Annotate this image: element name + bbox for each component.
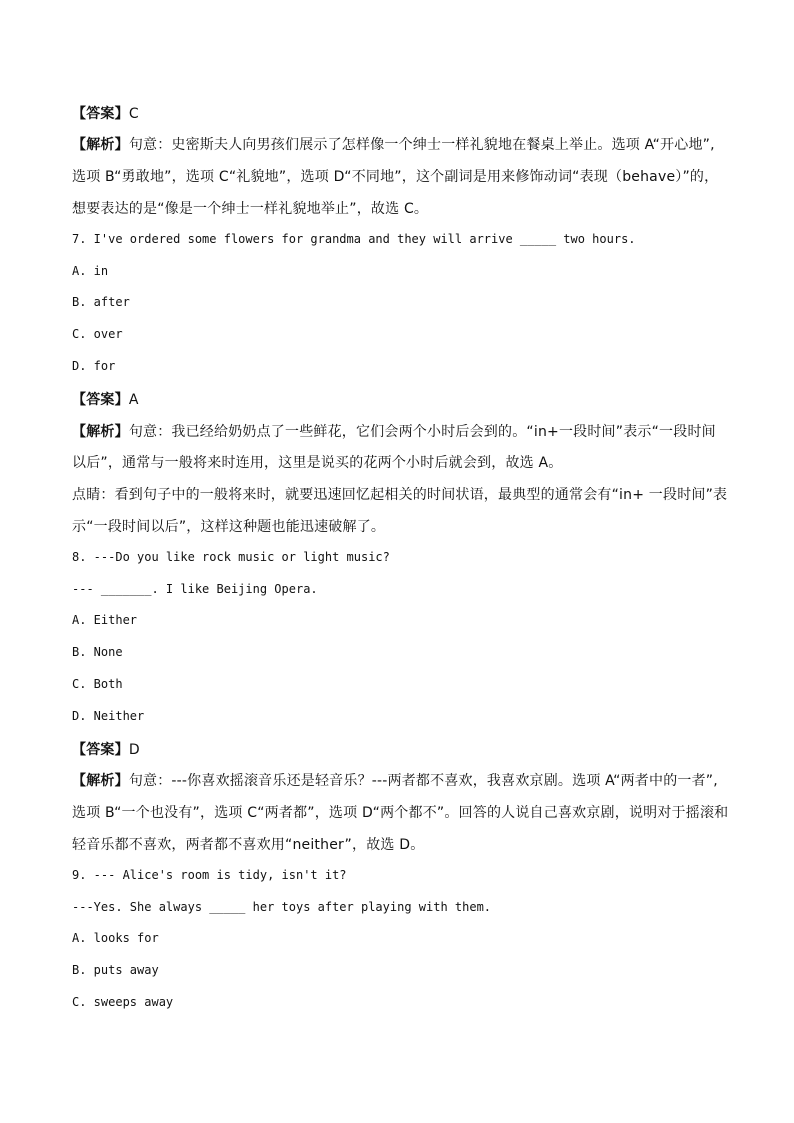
q7-tip-line-2: 示“一段时间以后”，这样这种题也能迅速破解了。 xyxy=(72,519,386,535)
q7-tip-line-1: 点睛：看到句子中的一般将来时，就要迅速回忆起相关的时间状语，最典型的通常会有“in+ 一段时间”表 xyxy=(72,487,728,503)
q8-answer xyxy=(72,739,732,759)
q7-answer xyxy=(72,389,732,409)
analysis-tag: 【解析】 xyxy=(72,137,129,153)
q8-option-d: D. Neither xyxy=(72,709,145,723)
q8-option-c: C. Both xyxy=(72,677,123,691)
q8-analysis-line-1 xyxy=(72,770,732,790)
q7-option-b: B. after xyxy=(72,295,130,309)
analysis-tag: 【解析】 xyxy=(72,773,129,789)
answer-tag: 【答案】 xyxy=(72,106,129,122)
q6-analysis-line-3: 想要表达的是“像是一个绅士一样礼貌地举止”，故选 C。 xyxy=(72,201,429,217)
answer-value: D xyxy=(128,742,140,758)
q9-option-b: B. puts away xyxy=(72,963,159,977)
answer-tag: 【答案】 xyxy=(72,742,129,758)
q9-stem-line-1: 9. --- Alice's room is tidy, isn't it? xyxy=(72,868,347,882)
q7-option-a: A. in xyxy=(72,264,109,278)
q7-analysis-line-2: 以后”，通常与一般将来时连用，这里是说买的花两个小时后就会到，故选 A。 xyxy=(72,455,563,471)
q8-stem-line-2: --- _______. I like Beijing Opera. xyxy=(72,582,318,596)
analysis-text: 句意：---你喜欢摇滚音乐还是轻音乐？---两者都不喜欢，我喜欢京剧。选项 A“两者中的一者”, xyxy=(128,773,718,789)
analysis-text: 句意：我已经给奶奶点了一些鲜花，它们会两个小时后会到的。“in+一段时间”表示“一段时间 xyxy=(128,424,716,440)
q6-analysis-line-1 xyxy=(72,134,732,154)
q7-option-c: C. over xyxy=(72,327,123,341)
answer-value: C xyxy=(128,106,139,122)
answer-value: A xyxy=(128,392,139,408)
answer-tag: 【答案】 xyxy=(72,392,129,408)
analysis-tag: 【解析】 xyxy=(72,424,129,440)
q7-stem: 7. I've ordered some flowers for grandma and they will arrive _____ two hours. xyxy=(72,232,636,246)
q6-answer xyxy=(72,103,732,123)
q8-stem-line-1: 8. ---Do you like rock music or light music? xyxy=(72,550,390,564)
q9-option-a: A. looks for xyxy=(72,931,159,945)
q7-option-d: D. for xyxy=(72,359,116,373)
q7-analysis-line-1 xyxy=(72,421,732,441)
q8-option-a: A. Either xyxy=(72,613,138,627)
q9-option-c: C. sweeps away xyxy=(72,995,174,1009)
q9-stem-line-2: ---Yes. She always _____ her toys after playing with them. xyxy=(72,900,492,914)
analysis-text: 句意：史密斯夫人向男孩们展示了怎样像一个绅士一样礼貌地在餐桌上举止。选项 A“开心地”, xyxy=(128,137,715,153)
q8-analysis-line-3: 轻音乐都不喜欢，两者都不喜欢用“neither”，故选 D。 xyxy=(72,837,425,853)
q8-analysis-line-2: 选项 B“一个也没有”，选项 C“两者都”，选项 D“两个都不”。回答的人说自己喜欢京剧，说明对于摇滚和 xyxy=(72,805,729,821)
q6-analysis-line-2: 选项 B“勇敢地”，选项 C“礼貌地”，选项 D“不同地”，这个副词是用来修饰动词“表现（behave）”的， xyxy=(72,169,719,185)
q8-option-b: B. None xyxy=(72,645,123,659)
